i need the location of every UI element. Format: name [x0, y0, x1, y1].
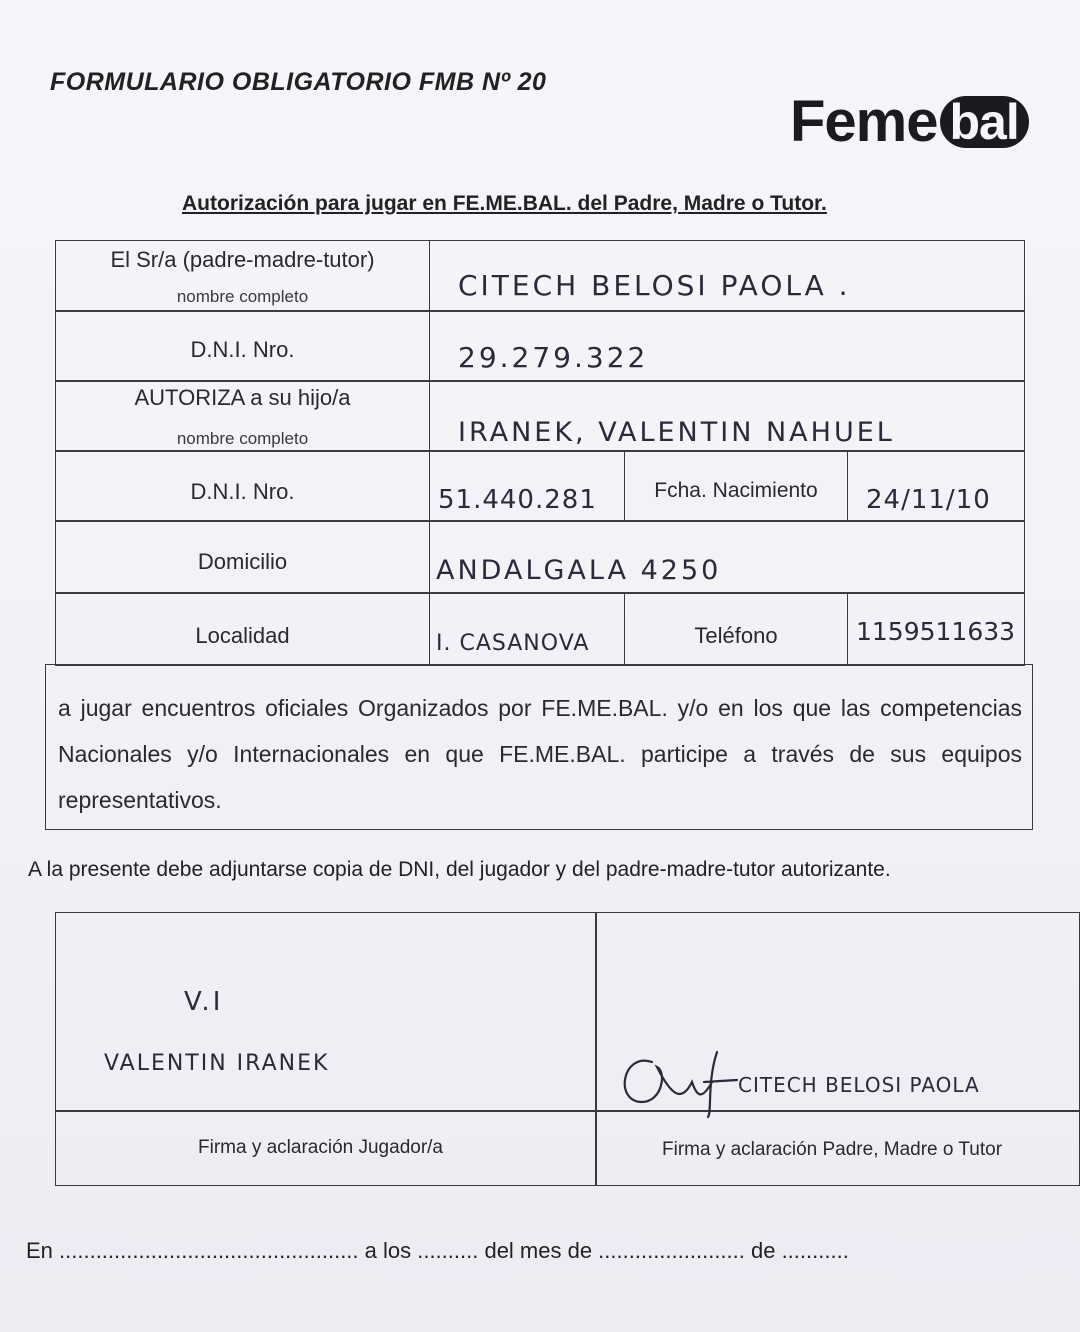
- child-value-cell: [429, 380, 1025, 452]
- phone-label-cell: [624, 592, 848, 666]
- child-dni-value: 51.440.281: [438, 485, 597, 515]
- child-dni-value-cell: [429, 450, 625, 522]
- date-place-line: En ................................................. a los .......... del mes de ........................ de ...........: [26, 1238, 849, 1263]
- guardian-name-value: CITECH BELOSI PAOLA .: [458, 269, 851, 302]
- city-label-cell: [55, 592, 430, 666]
- form-heading: Autorización para jugar en FE.ME.BAL. del Padre, Madre o Tutor.: [182, 192, 827, 215]
- address-label-cell: [55, 520, 430, 594]
- phone-value-cell: [847, 592, 1025, 666]
- child-label-cell: [55, 380, 430, 452]
- birth-label: Fcha. Nacimiento: [654, 479, 818, 502]
- child-sublabel: nombre completo: [176, 429, 309, 448]
- signature-table: [55, 912, 1080, 1187]
- player-signature-caption: Firma y aclaración Jugador/a: [198, 1137, 443, 1158]
- authorization-table: [45, 240, 1030, 830]
- address-value: ANDALGALA 4250: [436, 555, 722, 586]
- birth-label-cell: [624, 450, 848, 522]
- phone-label: Teléfono: [694, 623, 778, 648]
- guardian-dni-value-cell: [429, 310, 1025, 382]
- guardian-dni-label: D.N.I. Nro.: [190, 337, 295, 362]
- form-code: FORMULARIO OBLIGATORIO FMB Nº 20: [50, 68, 547, 96]
- address-value-cell: [429, 520, 1025, 594]
- phone-value: 1159511633: [856, 617, 1016, 646]
- handwritten-signature-mark: [612, 1022, 742, 1122]
- child-label: AUTORIZA a su hijo/a: [134, 385, 351, 410]
- player-signature-name: VALENTIN IRANEK: [104, 1051, 330, 1076]
- guardian-value-cell: [429, 240, 1025, 312]
- guardian-signature-name: CITECH BELOSI PAOLA: [738, 1073, 980, 1097]
- child-dni-label: D.N.I. Nro.: [190, 479, 295, 504]
- guardian-sublabel: nombre completo: [176, 287, 309, 306]
- player-signature-box: [55, 912, 597, 1112]
- authorization-paragraph-cell: [45, 664, 1033, 830]
- child-name-value: IRANEK, VALENTIN NAHUEL: [458, 417, 895, 448]
- birth-value-cell: [847, 450, 1025, 522]
- guardian-dni-value: 29.279.322: [458, 341, 649, 374]
- city-label: Localidad: [195, 623, 290, 648]
- attachment-note: A la presente debe adjuntarse copia de DNI, del jugador y del padre-madre-tutor autorizante.: [28, 858, 891, 881]
- guardian-label-cell: [55, 240, 430, 312]
- logo-text: Feme: [790, 89, 938, 154]
- birth-value: 24/11/10: [866, 485, 991, 515]
- femebal-logo: [790, 88, 1029, 155]
- address-label: Domicilio: [197, 549, 288, 574]
- child-dni-label-cell: [55, 450, 430, 522]
- guardian-dni-label-cell: [55, 310, 430, 382]
- logo-pill: bal: [940, 96, 1029, 148]
- authorization-paragraph: a jugar encuentros oficiales Organizados por FE.ME.BAL. y/o en los que las competencias Nacionales y/o Internacionales en que FE.ME.BAL. participe a través de sus equipos representativos.: [58, 695, 1022, 813]
- guardian-signature-caption: Firma y aclaración Padre, Madre o Tutor: [662, 1139, 1003, 1160]
- player-caption-cell: [55, 1110, 597, 1186]
- player-initials: V.I: [184, 987, 224, 1017]
- city-value-cell: [429, 592, 625, 666]
- city-value: I. CASANOVA: [436, 631, 590, 656]
- guardian-label: El Sr/a (padre-madre-tutor): [110, 247, 375, 272]
